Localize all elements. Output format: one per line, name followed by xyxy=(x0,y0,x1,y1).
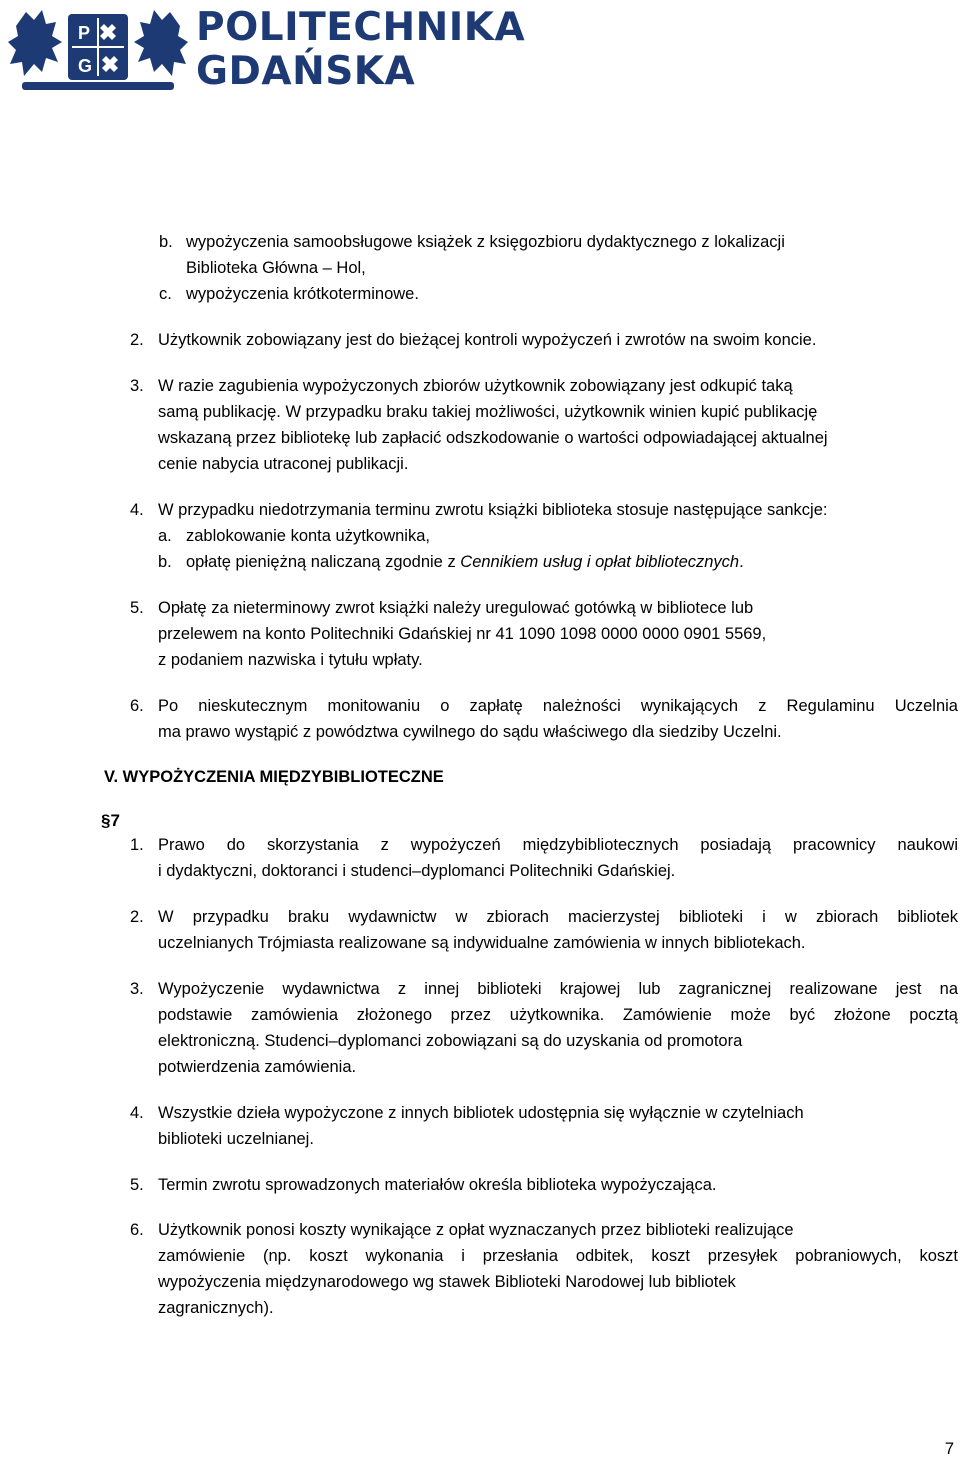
sub-item-b xyxy=(186,549,744,575)
item-number: 2. xyxy=(130,331,144,349)
logo-line-1: POLITECHNIKA xyxy=(196,5,526,50)
item-number: 6. xyxy=(130,1221,144,1239)
list-item-b-line-1: wypożyczenia samoobsługowe książek z księgozbioru dydaktycznego z lokalizacji xyxy=(186,233,785,251)
item-text-line: W przypadku braku wydawnictw w zbiorach macierzystej biblioteki i w zbiorach bibliotek xyxy=(158,908,958,926)
item-number: 3. xyxy=(130,980,144,998)
item-text-line: ma prawo wystąpić z powództwa cywilnego do sądu właściwego dla siedziby Uczelni. xyxy=(158,723,782,741)
section-heading: V. WYPOŻYCZENIA MIĘDZYBIBLIOTECZNE xyxy=(104,768,444,786)
item-text-line: wypożyczenia międzynarodowego wg stawek Biblioteki Narodowej lub bibliotek xyxy=(158,1273,736,1291)
item-text-line: uczelnianych Trójmiasta realizowane są indywidualne zamówienia w innych bibliotekach. xyxy=(158,934,806,952)
price-list-title: Cennikiem usług i opłat bibliotecznych xyxy=(460,553,740,571)
item-text-line: W przypadku niedotrzymania terminu zwrotu książki biblioteka stosuje następujące sankcje: xyxy=(158,501,828,519)
list-item-c-line-1: wypożyczenia krótkoterminowe. xyxy=(186,285,419,303)
logo-line-2: GDAŃSKA xyxy=(196,49,416,94)
item-text-line: cenie nabycia utraconej publikacji. xyxy=(158,455,409,473)
item-text-line: Użytkownik ponosi koszty wynikające z opłat wyznaczanych przez biblioteki realizujące xyxy=(158,1221,794,1239)
item-text-line: samą publikację. W przypadku braku takiej możliwości, użytkownik winien kupić publikację xyxy=(158,403,818,421)
item-number: 5. xyxy=(130,599,144,617)
item-number: 4. xyxy=(130,501,144,519)
item-text-line: Wszystkie dzieła wypożyczone z innych bibliotek udostępnia się wyłącznie w czytelniach xyxy=(158,1104,804,1122)
item-text-line: Po nieskutecznym monitowaniu o zapłatę należności wynikających z Regulaminu Uczelnia xyxy=(158,697,958,715)
crest-icon xyxy=(8,6,188,94)
item-text-line: zagranicznych). xyxy=(158,1299,274,1317)
sub-item-b-text: opłatę pieniężną naliczaną zgodnie z xyxy=(186,553,461,571)
item-text-line: Użytkownik zobowiązany jest do bieżącej kontroli wypożyczeń i zwrotów na swoim koncie. xyxy=(158,331,817,349)
item-text-line: zamówienie (np. koszt wykonania i przesłania odbitek, koszt przesyłek pobraniowych, koszt xyxy=(158,1247,958,1265)
item-text-line: elektroniczną. Studenci–dyplomanci zobowiązani są do uzyskania od promotora xyxy=(158,1032,743,1050)
item-text-line: Wypożyczenie wydawnictwa z innej biblioteki krajowej lub zagranicznej realizowane jest na xyxy=(158,980,958,998)
sub-item-b-period: . xyxy=(739,553,744,571)
item-text-line: biblioteki uczelnianej. xyxy=(158,1130,314,1148)
sub-label-b: b. xyxy=(158,553,172,571)
item-text-line: Opłatę za nieterminowy zwrot książki należy uregulować gotówką w bibliotece lub xyxy=(158,599,754,617)
item-number: 2. xyxy=(130,908,144,926)
item-number: 3. xyxy=(130,377,144,395)
item-number: 1. xyxy=(130,836,144,854)
seal-letter-g: G xyxy=(78,56,93,76)
item-text-line: przelewem na konto Politechniki Gdańskiej nr 41 1090 1098 0000 0000 0901 5569, xyxy=(158,625,767,643)
item-number: 6. xyxy=(130,697,144,715)
sub-label-a: a. xyxy=(158,527,172,545)
item-text-line: i dydaktyczni, doktoranci i studenci–dyplomanci Politechniki Gdańskiej. xyxy=(158,862,676,880)
item-text-line: podstawie zamówienia złożonego przez użytkownika. Zamówienie może być złożone pocztą xyxy=(158,1006,958,1024)
item-text-line: W razie zagubienia wypożyczonych zbiorów użytkownik zobowiązany jest odkupić taką xyxy=(158,377,793,395)
sub-item-a: zablokowanie konta użytkownika, xyxy=(186,527,430,545)
logo-wordmark xyxy=(196,6,525,94)
university-logo xyxy=(8,5,526,96)
item-text-line: wskazaną przez bibliotekę lub zapłacić odszkodowanie o wartości odpowiadającej aktualnej xyxy=(158,429,828,447)
page-number: 7 xyxy=(944,1440,954,1458)
item-number: 4. xyxy=(130,1104,144,1122)
list-label-c: c. xyxy=(159,285,172,303)
list-label-b: b. xyxy=(159,233,173,251)
item-text-line: Prawo do skorzystania z wypożyczeń międzybibliotecznych posiadają pracownicy naukowi xyxy=(158,836,958,854)
seal-letter-p: P xyxy=(78,23,91,43)
item-number: 5. xyxy=(130,1176,144,1194)
list-item-b-line-2: Biblioteka Główna – Hol, xyxy=(186,259,366,277)
item-text-line: Termin zwrotu sprowadzonych materiałów określa biblioteka wypożyczająca. xyxy=(158,1176,717,1194)
item-text-line: z podaniem nazwiska i tytułu wpłaty. xyxy=(158,651,423,669)
item-text-line: potwierdzenia zamówienia. xyxy=(158,1058,357,1076)
paragraph-mark: §7 xyxy=(101,811,120,830)
